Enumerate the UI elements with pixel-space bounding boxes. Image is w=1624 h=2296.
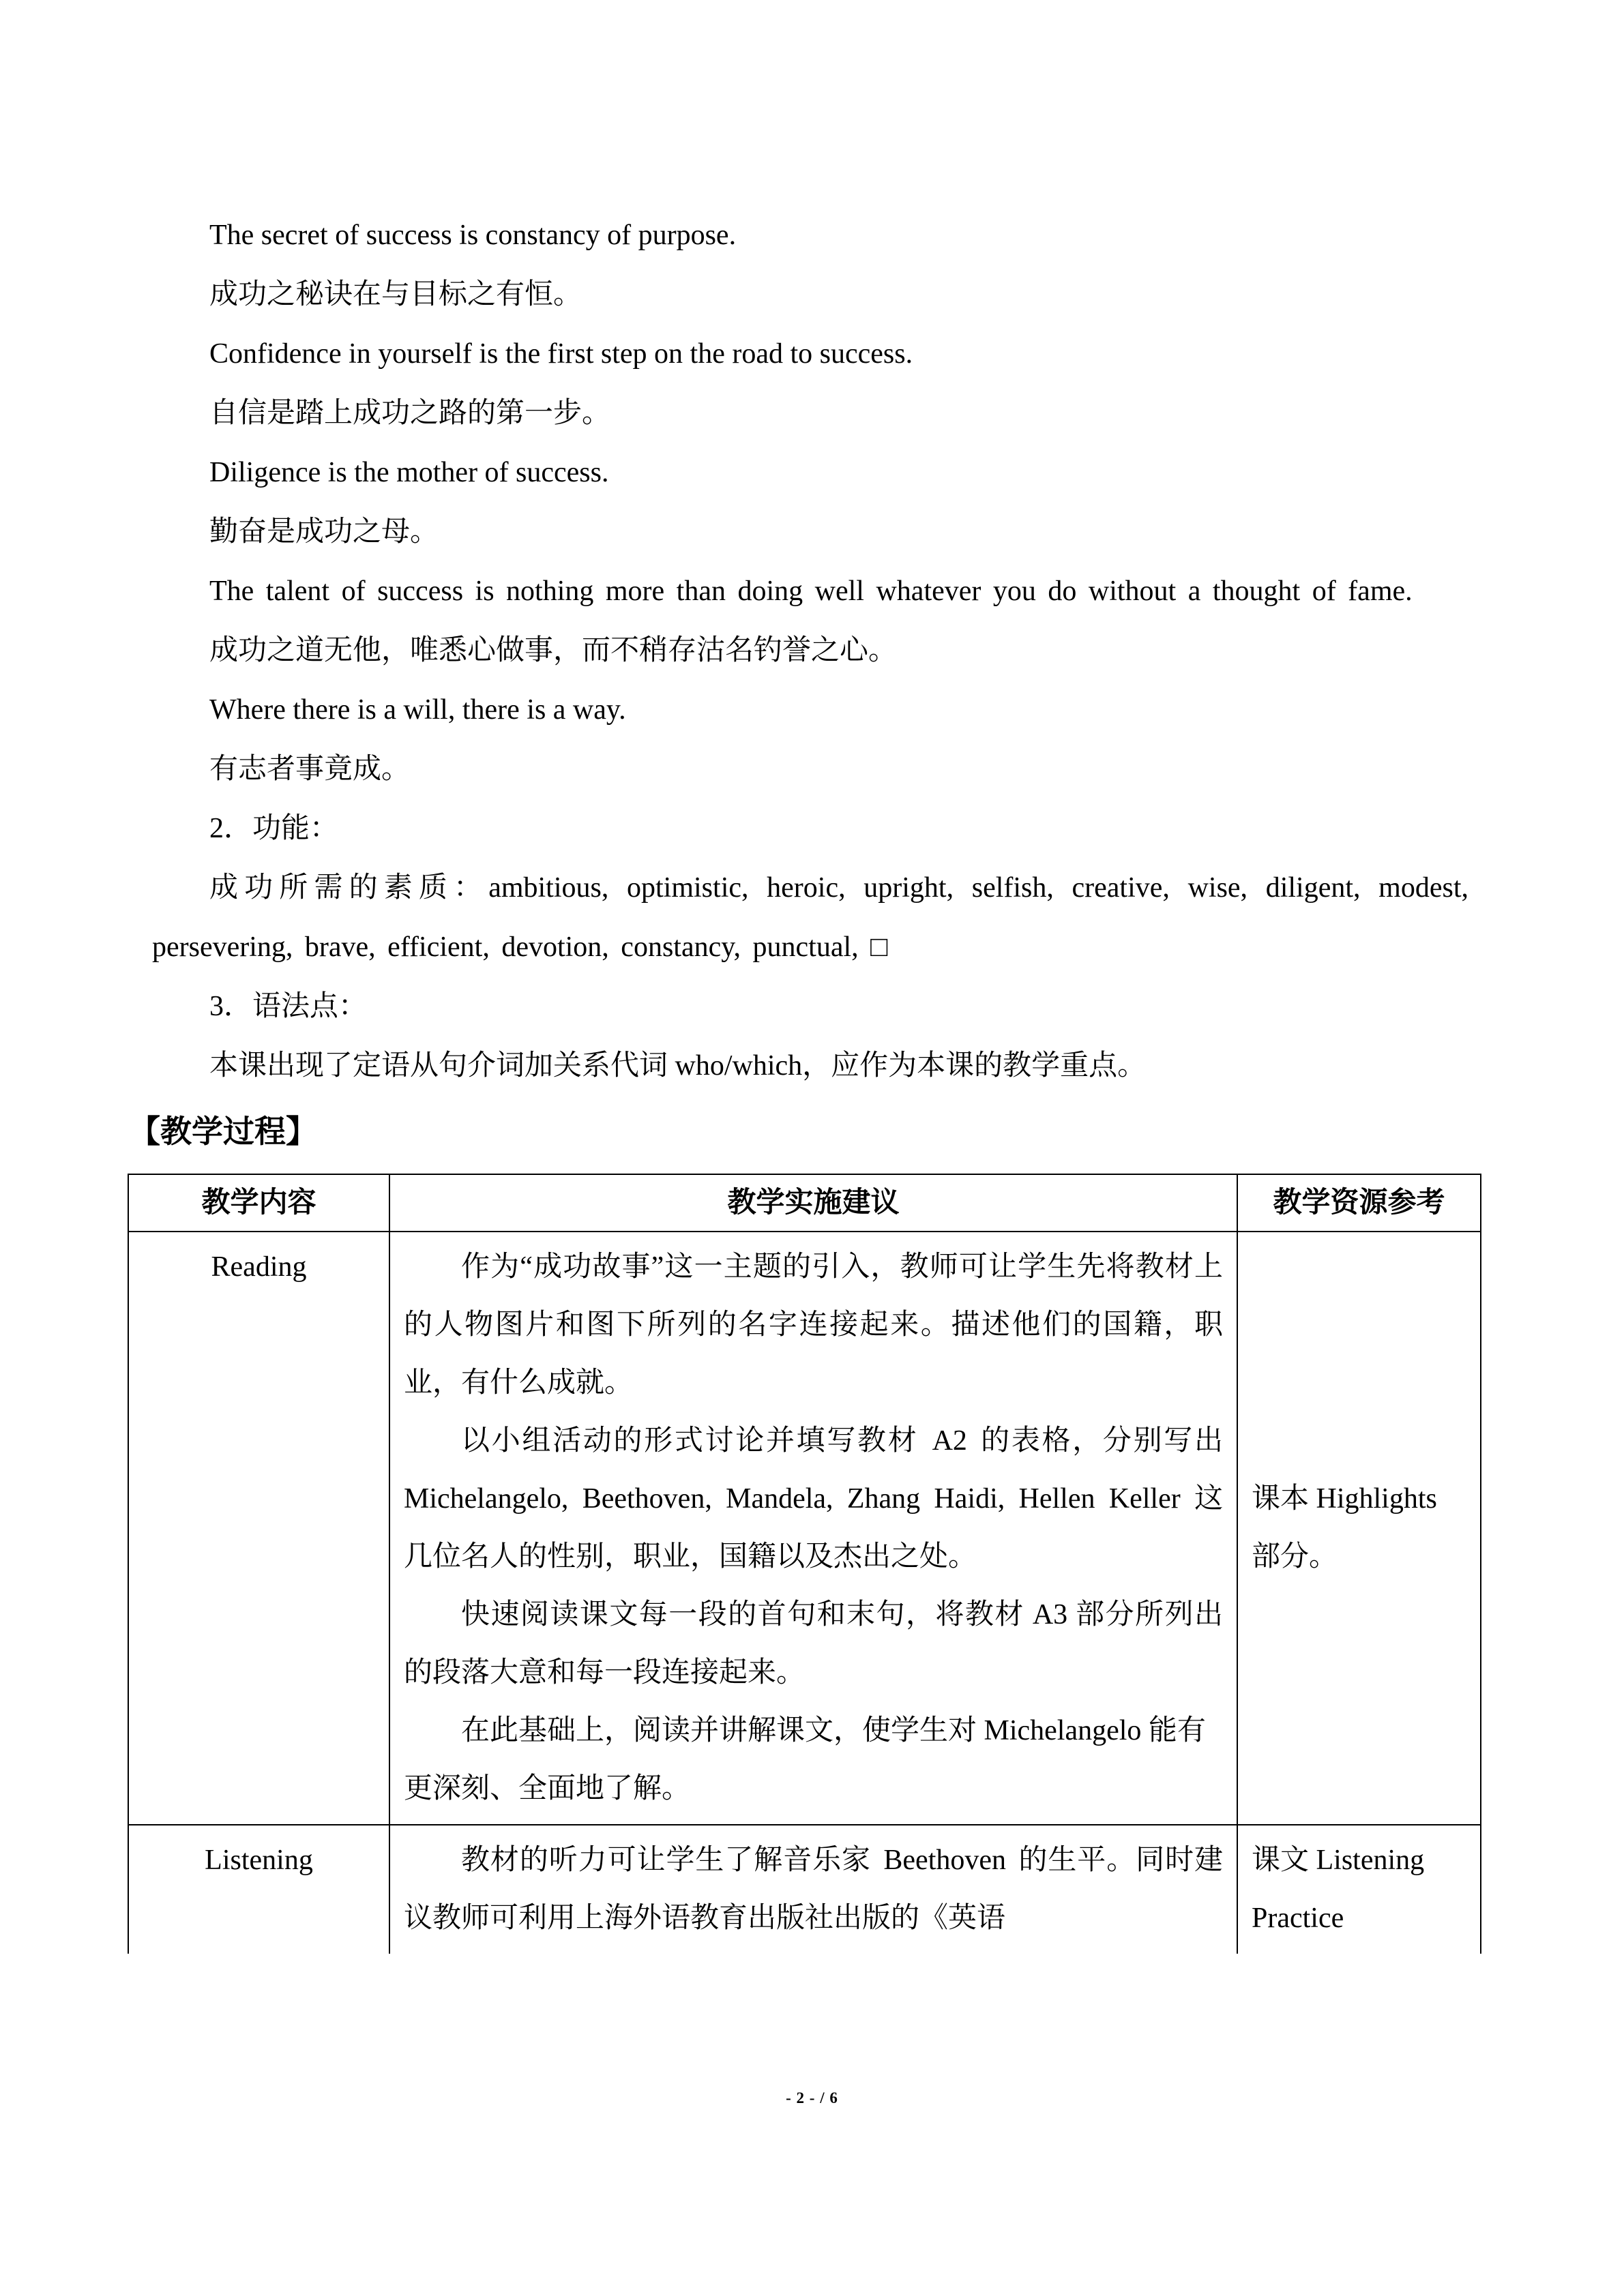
grammar-point-text: 本课出现了定语从句介词加关系代词 who/which，应作为本课的教学重点。 [209,1050,1147,1082]
quote-chinese: 勤奋是成功之母。 [209,516,439,548]
quote-chinese: 成功之秘诀在与目标之有恒。 [209,279,582,310]
table-header-resources: 教学资源参考 [1237,1174,1481,1232]
table-row-reading [128,1232,1481,1825]
resource-text: 课本 Highlights 部分。 [1252,1483,1437,1572]
cell-activity-listening [128,1825,389,1954]
clipped-cell-content [1252,1832,1466,1948]
table-row-listening [128,1825,1481,1954]
table-header-row [128,1174,1481,1232]
quote-chinese: 自信是踏上成功之路的第一步。 [209,398,611,429]
suggestion-paragraph: 在此基础上，阅读并讲解课文，使学生对 Michelangelo 能有更深刻、全面地了解。 [404,1715,1206,1804]
quote-english: The secret of success is constancy of purpose. [209,220,737,251]
suggestion-paragraph: 作为“成功故事”这一主题的引入，教师可让学生先将教材上的人物图片和图下所列的名字连接起来。描述他们的国籍，职业，有什么成就。 [404,1251,1223,1399]
suggestion-paragraph: 教材的听力可让学生了解音乐家 Beethoven 的生平。同时建议教师可利用上海外语教育出版社出版的《英语 [404,1845,1223,1934]
quote-chinese: 成功之道无他，唯悉心做事，而不稍存沽名钓誉之心。 [209,635,898,666]
suggestion-paragraph: 以小组活动的形式讨论并填写教材 A2 的表格，分别写出 Michelangelo, Beethoven, Mandela, Zhang Haidi, Hellen Keller 这几位名人的性别，职业，国籍以及杰出之处。 [404,1425,1223,1572]
quote-english: Confidence in yourself is the first step on the road to success. [209,338,913,370]
cell-suggestions-reading [389,1232,1237,1825]
functions-qualities-list: 成功所需的素质：ambitious, optimistic, heroic, upright, selfish, creative, wise, diligent, modest, persevering, brave, efficient, devotion, constancy, punctual, □ [152,872,1468,963]
quote-chinese: 有志者事竟成。 [209,754,411,785]
clipped-cell-content [143,1832,375,1890]
suggestion-paragraph: 快速阅读课文每一段的首句和末句，将教材 A3 部分所列出的段落大意和每一段连接起来。 [404,1599,1223,1688]
quote-english: The talent of success is nothing more than doing well whatever you do without a thought of fame. [209,576,1413,607]
section-heading-teaching-process: 【教学过程】 [129,1114,317,1149]
list-label-grammar: 3．语法点： [209,991,368,1022]
lesson-plan-page-content [129,206,1468,1954]
list-label-functions: 2．功能： [209,813,339,844]
clipped-cell-content [404,1832,1223,1948]
teaching-process-table [128,1174,1481,1954]
table-header-suggestions: 教学实施建议 [389,1174,1237,1232]
cell-resources-reading [1237,1232,1481,1825]
cell-resources-listening [1237,1825,1481,1954]
cell-suggestions-listening [389,1825,1237,1954]
activity-text: Listening [205,1845,313,1876]
table-header-content: 教学内容 [128,1174,389,1232]
page-number-footer: - 2 - / 6 [786,2089,838,2106]
resource-text: 课文 Listening Practice [1252,1845,1425,1934]
quote-english: Where there is a will, there is a way. [209,694,626,726]
cell-activity-reading: Reading [128,1232,389,1825]
quote-english: Diligence is the mother of success. [209,457,609,488]
